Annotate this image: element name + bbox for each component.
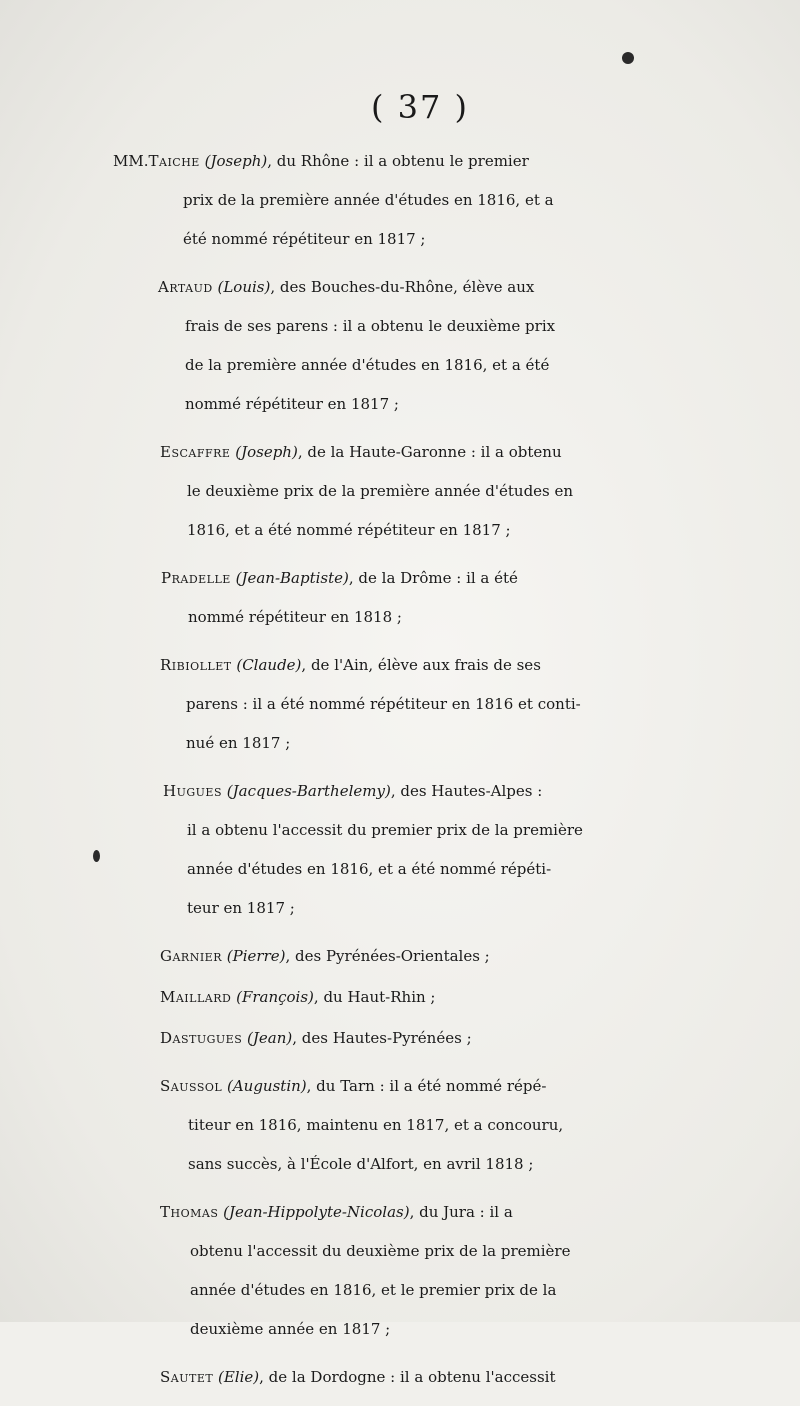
- entry-text: , du Haut-Rhin ;: [313, 988, 436, 1006]
- entry-first-line: [0, 142, 800, 181]
- entry-surname: Saussol: [160, 1077, 223, 1095]
- entry-continuation-line: il a obtenu l'accessit du premier prix de la première: [187, 821, 583, 839]
- entry-given-name: (Jacques-Barthelemy): [226, 782, 391, 800]
- entry-given-name: (Jean-Hippolyte-Nicolas): [223, 1203, 410, 1221]
- entry-text: , des Pyrénées-Orientales ;: [285, 947, 490, 965]
- entry-continuation-line: le deuxième prix de la première année d'études en: [187, 482, 574, 500]
- entry-given-name: (Jean): [247, 1029, 293, 1047]
- entry-ribiollet: [0, 646, 800, 763]
- entry-text: , du Jura : il a: [409, 1203, 513, 1221]
- entry-continuation-line: nué en 1817 ;: [186, 734, 291, 752]
- entry-text: , de la Drôme : il a été: [348, 569, 518, 587]
- entry-artaud: [0, 268, 800, 424]
- entry-continuation-line: année d'études en 1816, et le premier prix de la: [190, 1281, 557, 1299]
- entry-surname: Artaud: [158, 278, 213, 296]
- entry-continuation-line: titeur en 1816, maintenu en 1817, et a concouru,: [188, 1116, 564, 1134]
- entry-first-line: [0, 1067, 800, 1106]
- entry-text: , de l'Ain, élève aux frais de ses: [301, 656, 541, 674]
- entry-continuation-line: nommé répétiteur en 1817 ;: [185, 395, 399, 413]
- entry-first-line: [0, 1019, 800, 1058]
- entry-surname: Ribiollet: [160, 656, 232, 674]
- entry-continuation-line: obtenu l'accessit du deuxième prix de la première: [190, 1242, 571, 1260]
- entry-first-line: [0, 978, 800, 1017]
- entry-sautet: [0, 1358, 800, 1397]
- entry-given-name: (Elie): [217, 1368, 260, 1386]
- entry-given-name: (Louis): [217, 278, 271, 296]
- page-number: ( 37 ): [370, 88, 470, 126]
- entry-hugues: [0, 772, 800, 928]
- entry-first-line: [0, 1193, 800, 1232]
- entry-first-line: [0, 937, 800, 976]
- entry-first-line: [0, 559, 800, 598]
- entry-surname: Pradelle: [161, 569, 231, 587]
- entry-escaffre: [0, 433, 800, 550]
- entry-continuation-line: 1816, et a été nommé répétiteur en 1817 ;: [187, 521, 511, 539]
- entry-surname: Dastugues: [160, 1029, 243, 1047]
- entry-continuation-line: parens : il a été nommé répétiteur en 1816 et conti-: [186, 695, 581, 713]
- entry-prefix: MM.: [113, 152, 149, 170]
- entry-first-line: [0, 268, 800, 307]
- entry-surname: Maillard: [160, 988, 232, 1006]
- entry-text: , des Hautes-Alpes :: [390, 782, 543, 800]
- entry-text: , des Hautes-Pyrénées ;: [292, 1029, 472, 1047]
- entry-given-name: (Jean-Baptiste): [235, 569, 349, 587]
- entry-list: [0, 142, 800, 1406]
- entry-text: , des Bouches-du-Rhône, élève aux: [270, 278, 535, 296]
- entry-given-name: (Claude): [236, 656, 302, 674]
- entry-text: , du Tarn : il a été nommé répé-: [306, 1077, 547, 1095]
- entry-given-name: (Joseph): [204, 152, 268, 170]
- entry-text: , du Rhône : il a obtenu le premier: [267, 152, 529, 170]
- entry-thomas: [0, 1193, 800, 1349]
- entry-first-line: [0, 433, 800, 472]
- entry-given-name: (François): [236, 988, 314, 1006]
- ink-speck-top: [622, 52, 634, 64]
- entry-continuation-line: été nommé répétiteur en 1817 ;: [183, 230, 426, 248]
- entry-surname: Sautet: [160, 1368, 214, 1386]
- entry-given-name: (Augustin): [226, 1077, 307, 1095]
- entry-surname: Escaffre: [160, 443, 231, 461]
- entry-continuation-line: année d'études en 1816, et a été nommé répéti-: [187, 860, 552, 878]
- entry-given-name: (Joseph): [235, 443, 298, 461]
- entry-surname: Taiche: [148, 152, 200, 170]
- entry-continuation-line: frais de ses parens : il a obtenu le deuxième prix: [185, 317, 556, 335]
- entry-surname: Thomas: [160, 1203, 219, 1221]
- entry-text: , de la Dordogne : il a obtenu l'accessit: [259, 1368, 556, 1386]
- entry-saussol: [0, 1067, 800, 1184]
- entry-pradelle: [0, 559, 800, 637]
- entry-text: , de la Haute-Garonne : il a obtenu: [297, 443, 562, 461]
- entry-first-line: [0, 1358, 800, 1397]
- entry-dastugues: [0, 1019, 800, 1058]
- entry-continuation-line: deuxième année en 1817 ;: [190, 1320, 391, 1338]
- entry-maillard: [0, 978, 800, 1017]
- entry-surname: Garnier: [160, 947, 222, 965]
- entry-taiche: [0, 142, 800, 259]
- entry-given-name: (Pierre): [226, 947, 286, 965]
- entry-first-line: [0, 646, 800, 685]
- entry-continuation-line: sans succès, à l'École d'Alfort, en avril 1818 ;: [188, 1155, 534, 1173]
- entry-continuation-line: de la première année d'études en 1816, et a été: [185, 356, 550, 374]
- entry-first-line: [0, 772, 800, 811]
- entry-continuation-line: teur en 1817 ;: [187, 899, 295, 917]
- entry-continuation-line: nommé répétiteur en 1818 ;: [188, 608, 402, 626]
- entry-garnier: [0, 937, 800, 976]
- entry-surname: Hugues: [163, 782, 222, 800]
- entry-continuation-line: prix de la première année d'études en 1816, et a: [183, 191, 554, 209]
